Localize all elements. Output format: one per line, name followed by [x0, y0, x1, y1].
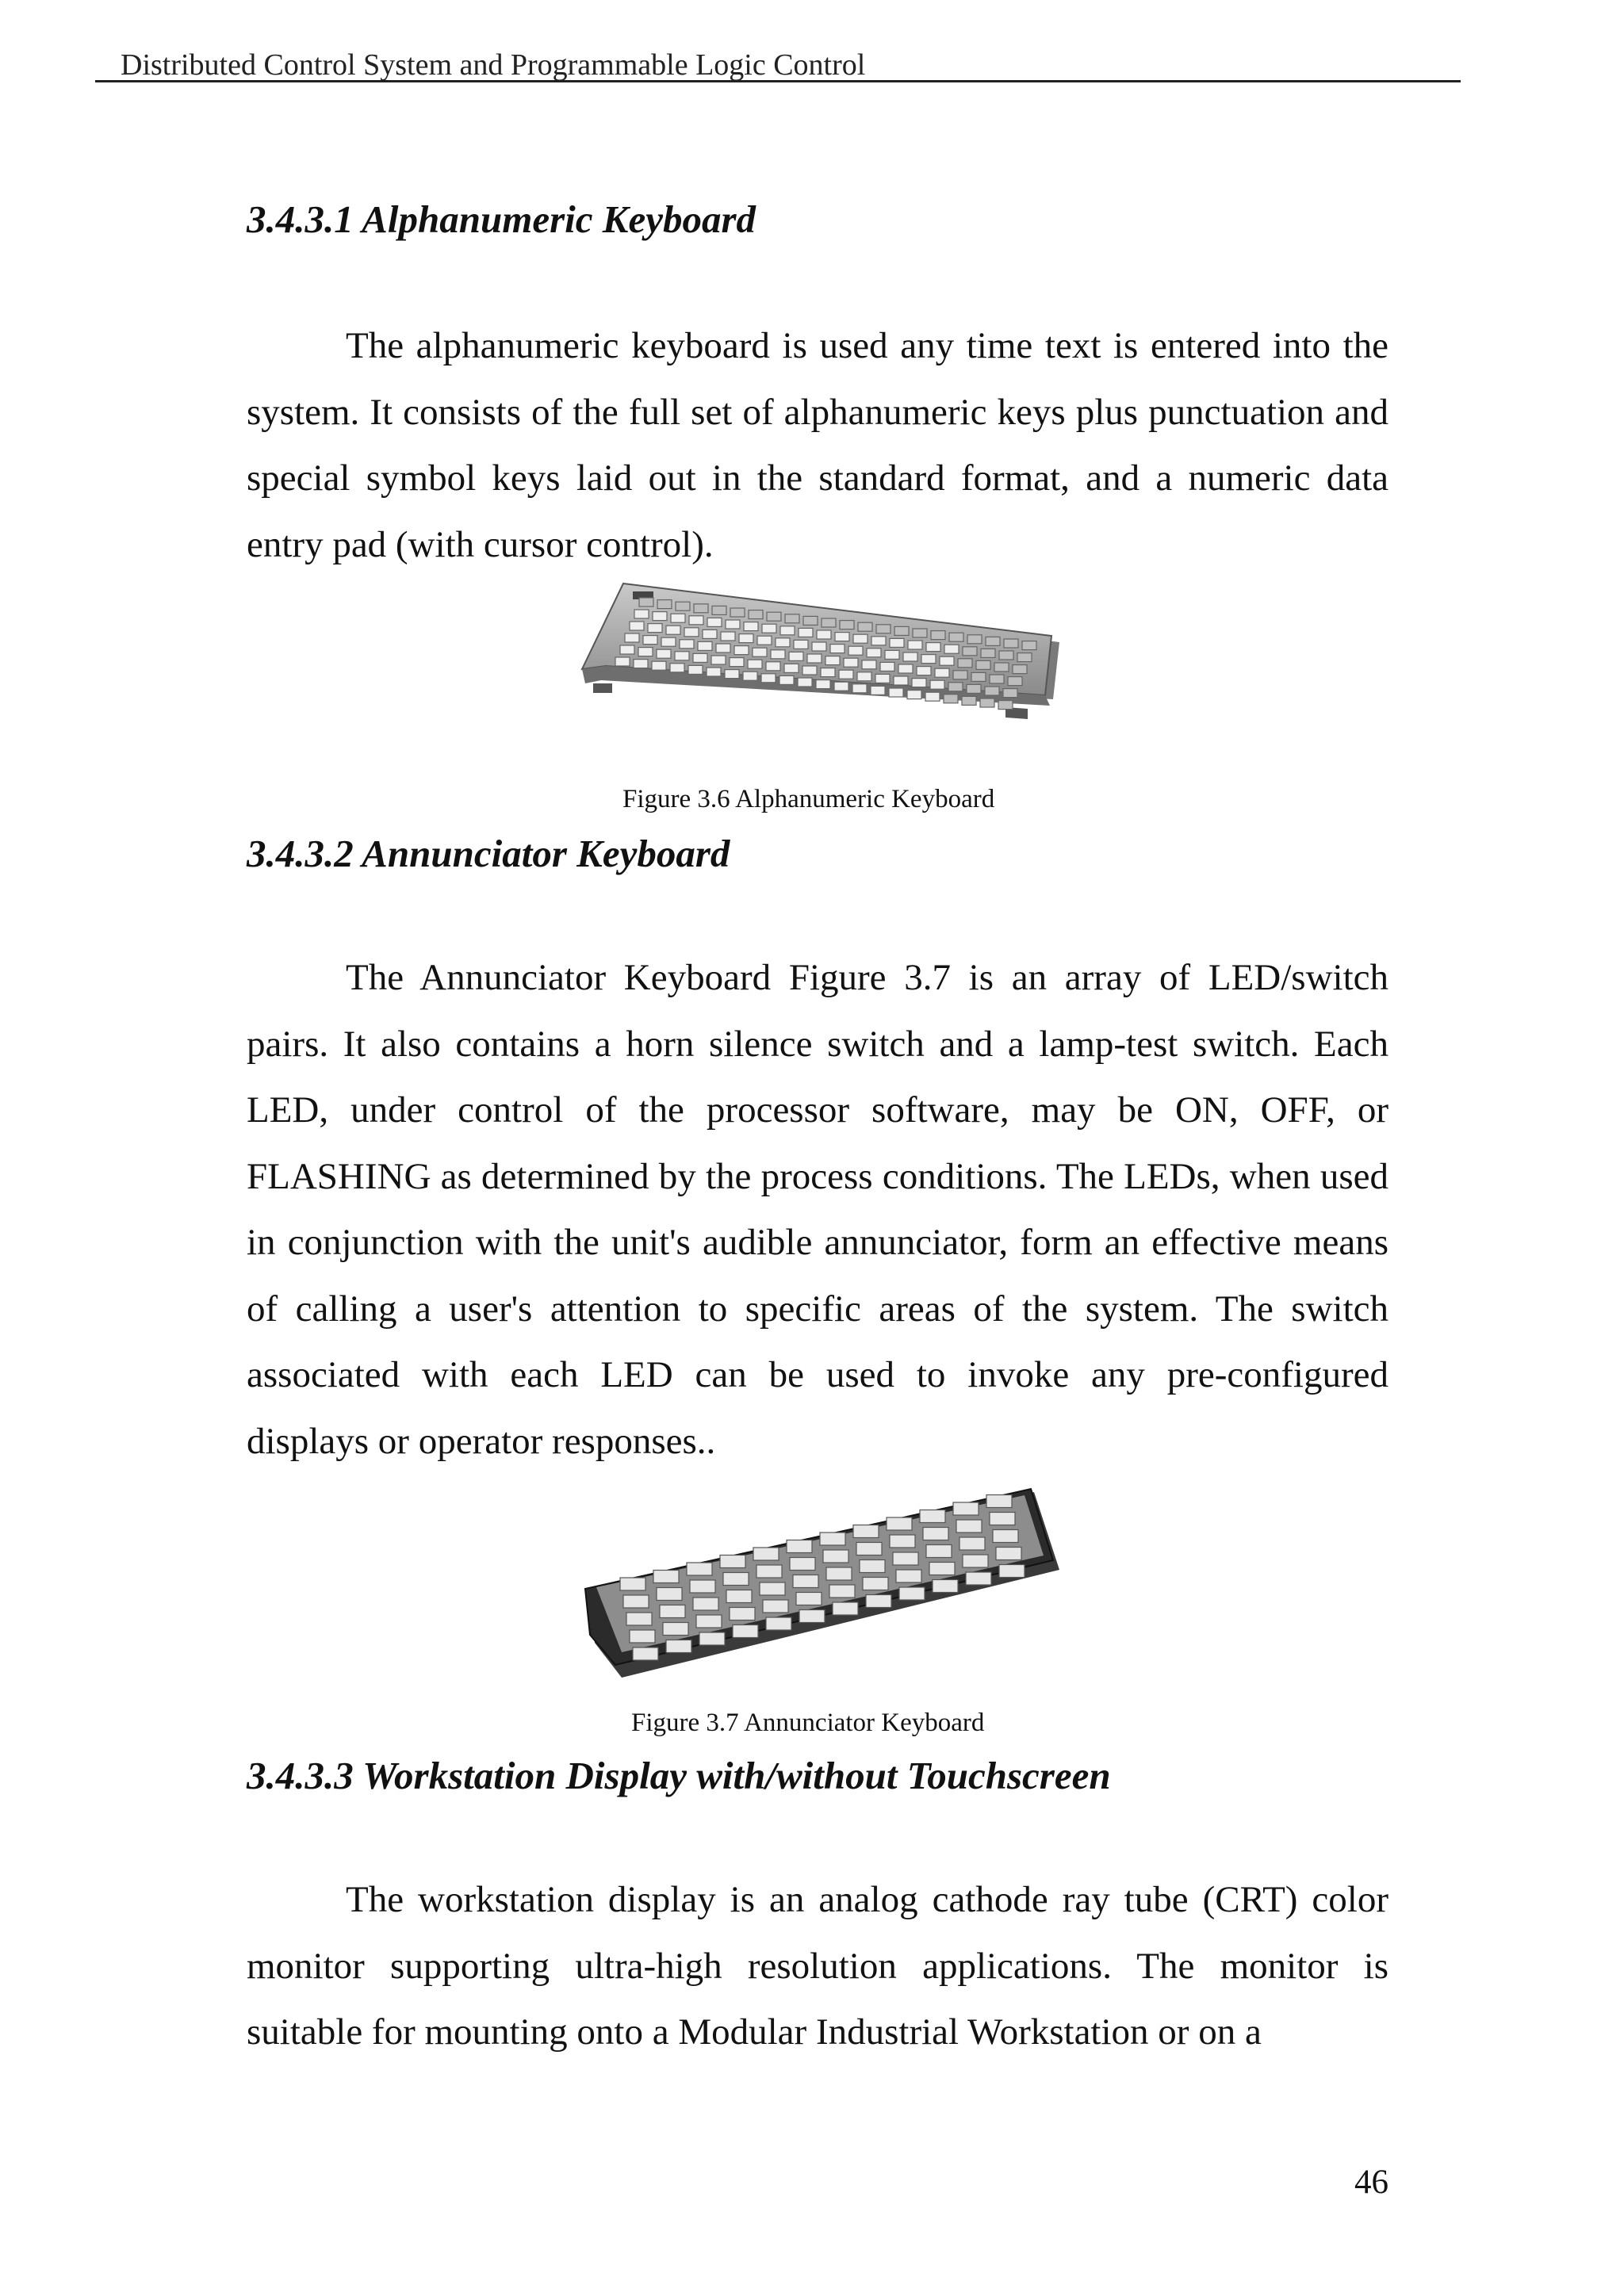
annunciator-led-switch	[866, 1595, 891, 1608]
annunciator-led-switch	[733, 1625, 758, 1638]
annunciator-led-switch	[860, 1560, 885, 1573]
annunciator-led-switch	[933, 1580, 958, 1593]
keyboard-key	[998, 701, 1013, 710]
keyboard-key	[785, 614, 799, 623]
keyboard-key	[857, 672, 871, 681]
annunciator-led-switch	[966, 1572, 991, 1585]
keyboard-key	[707, 618, 722, 626]
annunciator-led-switch	[730, 1608, 755, 1621]
keyboard-key	[907, 691, 921, 699]
keyboard-key	[880, 662, 894, 671]
keyboard-key	[885, 650, 899, 659]
keyboard-key	[807, 654, 822, 663]
annunciator-led-switch	[899, 1587, 925, 1600]
keyboard-key	[761, 674, 776, 683]
keyboard-key	[730, 608, 745, 617]
keyboard-key	[971, 672, 986, 681]
keyboard-key	[862, 660, 876, 669]
annunciator-led-switch	[633, 1647, 658, 1660]
keyboard-key	[981, 649, 995, 657]
keyboard-key	[703, 629, 717, 638]
annunciator-led-switch	[890, 1535, 915, 1548]
keyboard-key	[940, 656, 954, 665]
keyboard-key	[784, 664, 799, 672]
keyboard-key	[630, 622, 644, 630]
keyboard-key	[638, 648, 653, 656]
annunciator-led-switch	[799, 1610, 825, 1623]
figure-caption: Figure 3.7 Annunciator Keyboard	[631, 1709, 985, 1737]
keyboard-key	[802, 666, 817, 675]
annunciator-led-switch	[896, 1570, 921, 1582]
keyboard-key	[994, 663, 1009, 672]
paragraph-workstation-display: The workstation display is an analog cathode ray tube (CRT) color monitor supporting ultra-high resolution applications. The monitor is suitable for mounting onto a Modular Industrial Workstation or on a	[247, 1879, 1388, 2053]
keyboard-key	[825, 656, 840, 665]
annunciator-led-switch	[999, 1565, 1025, 1578]
keyboard-key	[749, 610, 763, 619]
keyboard-key	[625, 633, 639, 642]
keyboard-key	[726, 620, 740, 629]
keyboard-key	[799, 628, 813, 637]
keyboard-key	[822, 618, 836, 627]
keyboard-key	[867, 649, 881, 657]
keyboard-key	[753, 648, 767, 656]
keyboard-key	[707, 668, 721, 676]
keyboard-key	[771, 650, 785, 659]
annunciator-led-switch	[620, 1578, 645, 1590]
keyboard-key	[898, 664, 913, 673]
annunciator-led-switch	[756, 1565, 782, 1578]
keyboard-key	[980, 698, 994, 707]
annunciator-led-switch	[766, 1617, 791, 1630]
annunciator-led-switch	[687, 1563, 712, 1575]
keyboard-key	[903, 652, 917, 661]
keyboard-key	[743, 672, 757, 680]
keyboard-key	[767, 612, 781, 621]
keyboard-key	[944, 695, 958, 703]
annunciator-led-switch	[829, 1585, 855, 1598]
keyboard-key	[839, 670, 853, 679]
annunciator-led-switch	[790, 1558, 815, 1571]
annunciator-led-switch	[893, 1552, 918, 1565]
annunciator-led-switch	[753, 1548, 779, 1560]
annunciator-led-switch	[796, 1593, 822, 1605]
annunciator-led-switch	[959, 1537, 985, 1550]
keyboard-key	[912, 679, 926, 687]
keyboard-key	[798, 678, 812, 687]
annunciator-led-switch	[726, 1590, 752, 1603]
keyboard-key	[615, 657, 630, 666]
annunciator-led-switch	[666, 1640, 691, 1653]
keyboard-key	[948, 683, 963, 691]
keyboard-key	[913, 629, 927, 637]
keyboard-key	[757, 636, 772, 645]
keyboard-key	[931, 631, 945, 640]
keyboard-key	[985, 687, 999, 695]
keyboard-key	[958, 659, 972, 668]
annunciator-led-switch	[920, 1510, 945, 1523]
annunciator-led-switch	[929, 1563, 955, 1575]
header-rule	[95, 80, 1461, 82]
keyboard-key	[689, 616, 703, 625]
keyboard-key	[908, 641, 922, 649]
keyboard-key	[725, 670, 739, 679]
annunciator-led-switch	[956, 1520, 982, 1533]
annunciator-led-switch	[696, 1615, 722, 1628]
keyboard-key	[748, 660, 762, 668]
annunciator-led-switch	[787, 1540, 812, 1553]
keyboard-key	[766, 662, 780, 671]
running-header: Distributed Control System and Programmable Logic Control	[121, 48, 866, 82]
keyboard-key	[639, 598, 653, 607]
keyboard-key	[794, 640, 808, 649]
section-heading-alphanumeric-keyboard: 3.4.3.1 Alphanumeric Keyboard	[247, 197, 756, 241]
annunciator-led-switch	[630, 1630, 655, 1643]
keyboard-key	[676, 602, 690, 610]
keyboard-key	[889, 688, 903, 697]
keyboard-key	[999, 651, 1013, 660]
keyboard-key	[680, 640, 694, 649]
keyboard-key	[890, 638, 904, 647]
keyboard-key	[871, 686, 885, 695]
annunciator-led-switch	[963, 1555, 988, 1567]
keyboard-key	[921, 655, 936, 664]
keyboard-key	[688, 665, 703, 674]
keyboard-key	[1004, 639, 1018, 648]
keyboard-key	[762, 624, 776, 633]
keyboard-key	[698, 641, 712, 650]
keyboard-key	[858, 622, 872, 631]
keyboard-key	[694, 604, 708, 613]
keyboard-key	[684, 628, 699, 637]
keyboard-key	[963, 647, 977, 656]
keyboard-key	[990, 675, 1004, 683]
keyboard-key	[925, 692, 940, 701]
keyboard-key	[852, 684, 867, 693]
keyboard-key	[962, 696, 976, 705]
keyboard-key	[648, 624, 662, 633]
keyboard-key	[1003, 689, 1017, 698]
keyboard-key	[721, 632, 735, 641]
annunciator-led-switch	[793, 1575, 818, 1588]
keyboard-key	[835, 633, 849, 641]
annunciator-led-switch	[626, 1613, 652, 1625]
annunciator-led-switch	[720, 1556, 745, 1568]
keyboard-key	[817, 630, 831, 639]
keyboard-key	[834, 682, 848, 691]
annunciator-led-switch	[887, 1517, 912, 1530]
paragraph-alphanumeric-keyboard: The alphanumeric keyboard is used any time text is entered into the system. It consists of the full set of alphanumeric keys plus punctuation and special symbol keys laid out in the standard format, and a numeric data entry pad (with cursor control).	[247, 325, 1388, 565]
annunciator-led-switch	[693, 1598, 718, 1610]
keyboard-key	[944, 645, 959, 653]
keyboard-key	[917, 667, 931, 675]
annunciator-led-switch	[856, 1543, 882, 1556]
keyboard-key	[1008, 677, 1022, 686]
annunciator-led-switch	[820, 1533, 845, 1545]
keyboard-key	[657, 600, 672, 609]
keyboard-key	[935, 668, 949, 677]
keyboard-key	[830, 645, 845, 653]
keyboard-key	[620, 645, 634, 654]
keyboard-key	[812, 642, 826, 651]
annunciator-led-switch	[690, 1580, 715, 1593]
annunciator-led-switch	[853, 1525, 879, 1538]
keyboard-key	[739, 634, 753, 643]
keyboard-key	[876, 625, 891, 633]
page-number: 46	[1354, 2164, 1388, 2201]
keyboard-key	[652, 661, 666, 670]
annunciator-led-switch	[660, 1605, 685, 1618]
keyboard-key	[894, 676, 908, 685]
annunciator-led-switch	[833, 1602, 858, 1615]
keyboard-key	[675, 652, 689, 660]
keyboard-key	[657, 649, 671, 658]
keyboard-key	[670, 664, 684, 672]
keyboard-key	[926, 643, 940, 652]
keyboard-key	[693, 653, 707, 662]
keyboard-key	[840, 621, 854, 629]
alphanumeric-keyboard-image	[577, 580, 1059, 764]
keyboard-key	[712, 606, 726, 614]
keyboard-key	[779, 675, 794, 684]
keyboard-key	[1013, 665, 1027, 674]
keyboard-key	[666, 626, 680, 634]
annunciator-led-switch	[823, 1550, 848, 1563]
annunciator-led-switch	[723, 1573, 749, 1586]
annunciator-led-switch	[926, 1545, 952, 1558]
keyboard-key	[816, 680, 830, 689]
keyboard-key	[976, 660, 990, 669]
keyboard-key	[894, 626, 909, 635]
annunciator-led-switch	[826, 1567, 852, 1580]
annunciator-led-switch	[663, 1623, 688, 1636]
keyboard-key	[853, 634, 868, 643]
keyboard-key	[803, 616, 818, 625]
annunciator-led-switch	[863, 1578, 888, 1590]
figure-caption: Figure 3.6 Alphanumeric Keyboard	[622, 785, 995, 813]
keyboard-key	[671, 614, 685, 622]
keyboard-key	[634, 660, 648, 668]
keyboard-key	[653, 612, 667, 621]
keyboard-key	[967, 635, 982, 644]
annunciator-led-switch	[996, 1548, 1021, 1560]
keyboard-key	[953, 671, 967, 679]
keyboard-key	[789, 652, 803, 660]
keyboard-key	[949, 633, 963, 641]
keyboard-key	[821, 668, 835, 677]
keyboard-key	[661, 637, 676, 646]
annunciator-led-switch	[953, 1502, 979, 1515]
annunciator-keyboard-image	[574, 1484, 1063, 1690]
keyboard-key	[776, 638, 790, 647]
paragraph-annunciator-keyboard: The Annunciator Keyboard Figure 3.7 is an array of LED/switch pairs. It also contains a horn silence switch and a lamp-test switch. Each LED, under control of the processor software, may be ON, OFF, or FLASHING as determined by the process conditions. The LEDs, when used in conjunction with the unit's audible annunciator, form an effective means of calling a user's attention to specific areas of the system. The switch associated with each LED can be used to invoke any pre-configured displays or operator responses..	[247, 957, 1388, 1462]
keyboard-key	[967, 684, 981, 693]
keyboard-key	[734, 646, 749, 655]
keyboard-key	[716, 644, 730, 652]
keyboard-key	[730, 658, 744, 667]
keyboard-key	[744, 622, 758, 631]
annunciator-led-switch	[990, 1513, 1015, 1525]
keyboard-key	[871, 637, 886, 645]
keyboard-key	[875, 674, 890, 683]
annunciator-led-switch	[653, 1571, 679, 1583]
keyboard-key	[711, 656, 726, 664]
annunciator-led-switch	[623, 1595, 649, 1608]
keyboard-key	[1022, 641, 1036, 650]
keyboard-key	[634, 610, 649, 618]
annunciator-led-switch	[993, 1530, 1018, 1543]
annunciator-led-switch	[986, 1495, 1012, 1508]
keyboard-key	[844, 658, 858, 667]
annunciator-led-switch	[763, 1600, 788, 1613]
keyboard-key	[643, 636, 657, 645]
keyboard-key	[848, 646, 863, 655]
annunciator-led-switch	[923, 1528, 948, 1540]
keyboard-key	[986, 637, 1000, 645]
keyboard-key	[930, 680, 944, 689]
section-heading-workstation-display: 3.4.3.3 Workstation Display with/without Touchscreen	[247, 1754, 1111, 1797]
keyboard-key	[780, 626, 795, 635]
keyboard-key	[1017, 653, 1032, 662]
annunciator-led-switch	[657, 1588, 682, 1601]
section-heading-annunciator-keyboard: 3.4.3.2 Annunciator Keyboard	[247, 832, 730, 875]
annunciator-led-switch	[760, 1582, 785, 1595]
annunciator-led-switch	[699, 1632, 725, 1645]
